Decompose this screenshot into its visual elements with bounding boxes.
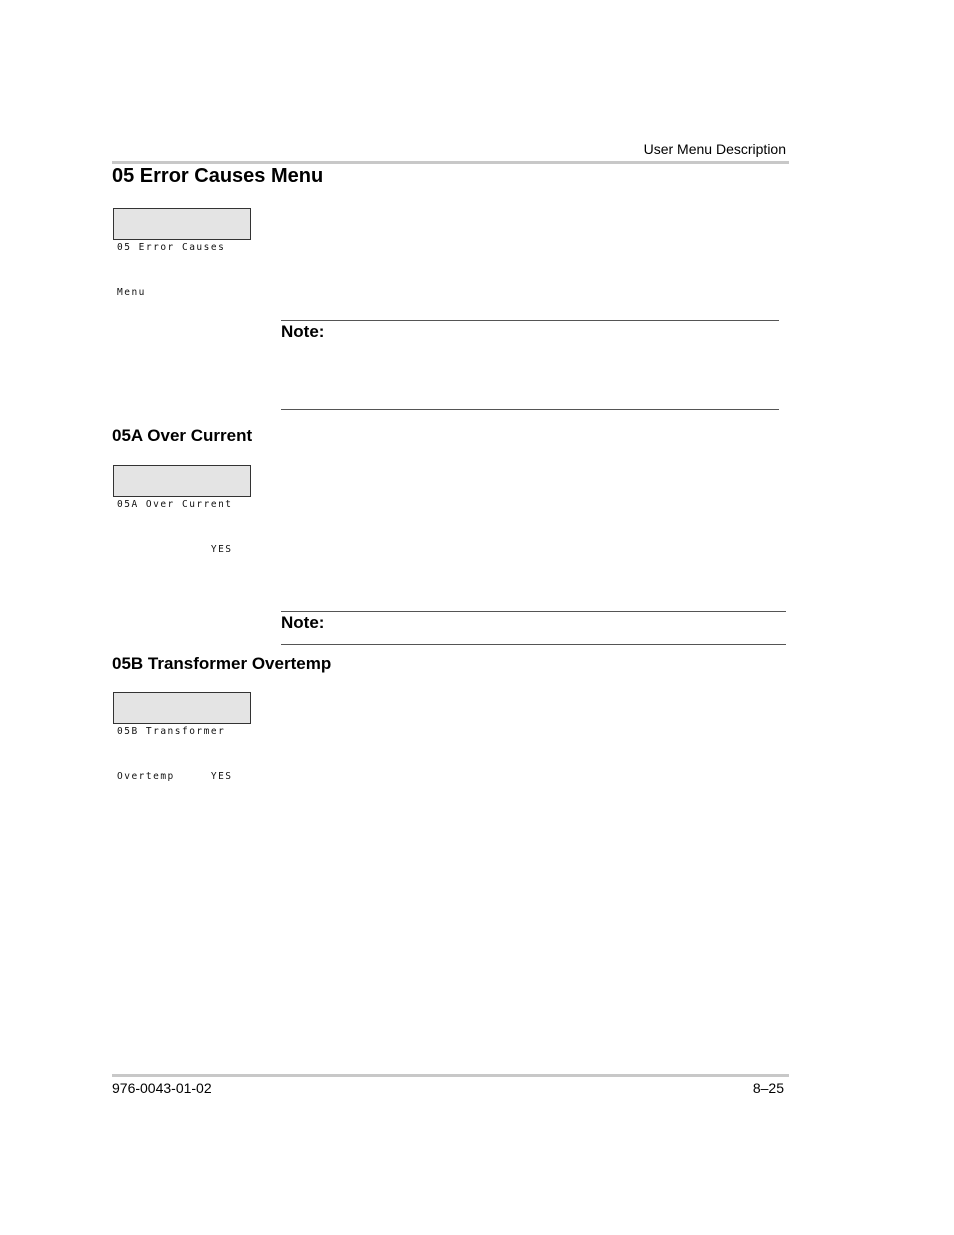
note-label: Note:: [281, 322, 325, 341]
lcd-line-2: Overtemp YES: [117, 771, 233, 782]
lcd-display-transformer-overtemp: [113, 692, 251, 782]
lcd-line-1: 05 Error Causes: [117, 242, 226, 253]
section-title: 05 Error Causes Menu: [112, 165, 324, 187]
lcd-display-over-current: [113, 465, 251, 555]
lcd-line-2: Menu: [117, 287, 146, 298]
subheading-over-current: 05A Over Current: [112, 426, 253, 445]
document-number: 976-0043-01-02: [112, 1080, 212, 1096]
lcd-display-error-causes: [113, 208, 251, 298]
page-number: 8–25: [752, 1080, 784, 1096]
lcd-line-1: 05A Over Current: [117, 499, 233, 510]
note-bottom-rule: [281, 409, 779, 410]
footer-rule: [112, 1074, 789, 1077]
lcd-line-1: 05B Transformer: [117, 726, 226, 737]
lcd-line-2: YES: [117, 544, 233, 555]
note-bottom-rule: [281, 644, 786, 645]
subheading-transformer-overtemp: 05B Transformer Overtemp: [112, 654, 332, 673]
note-top-rule: [281, 611, 786, 612]
running-header: User Menu Description: [643, 141, 786, 157]
note-label: Note:: [281, 613, 325, 632]
note-top-rule: [281, 320, 779, 321]
